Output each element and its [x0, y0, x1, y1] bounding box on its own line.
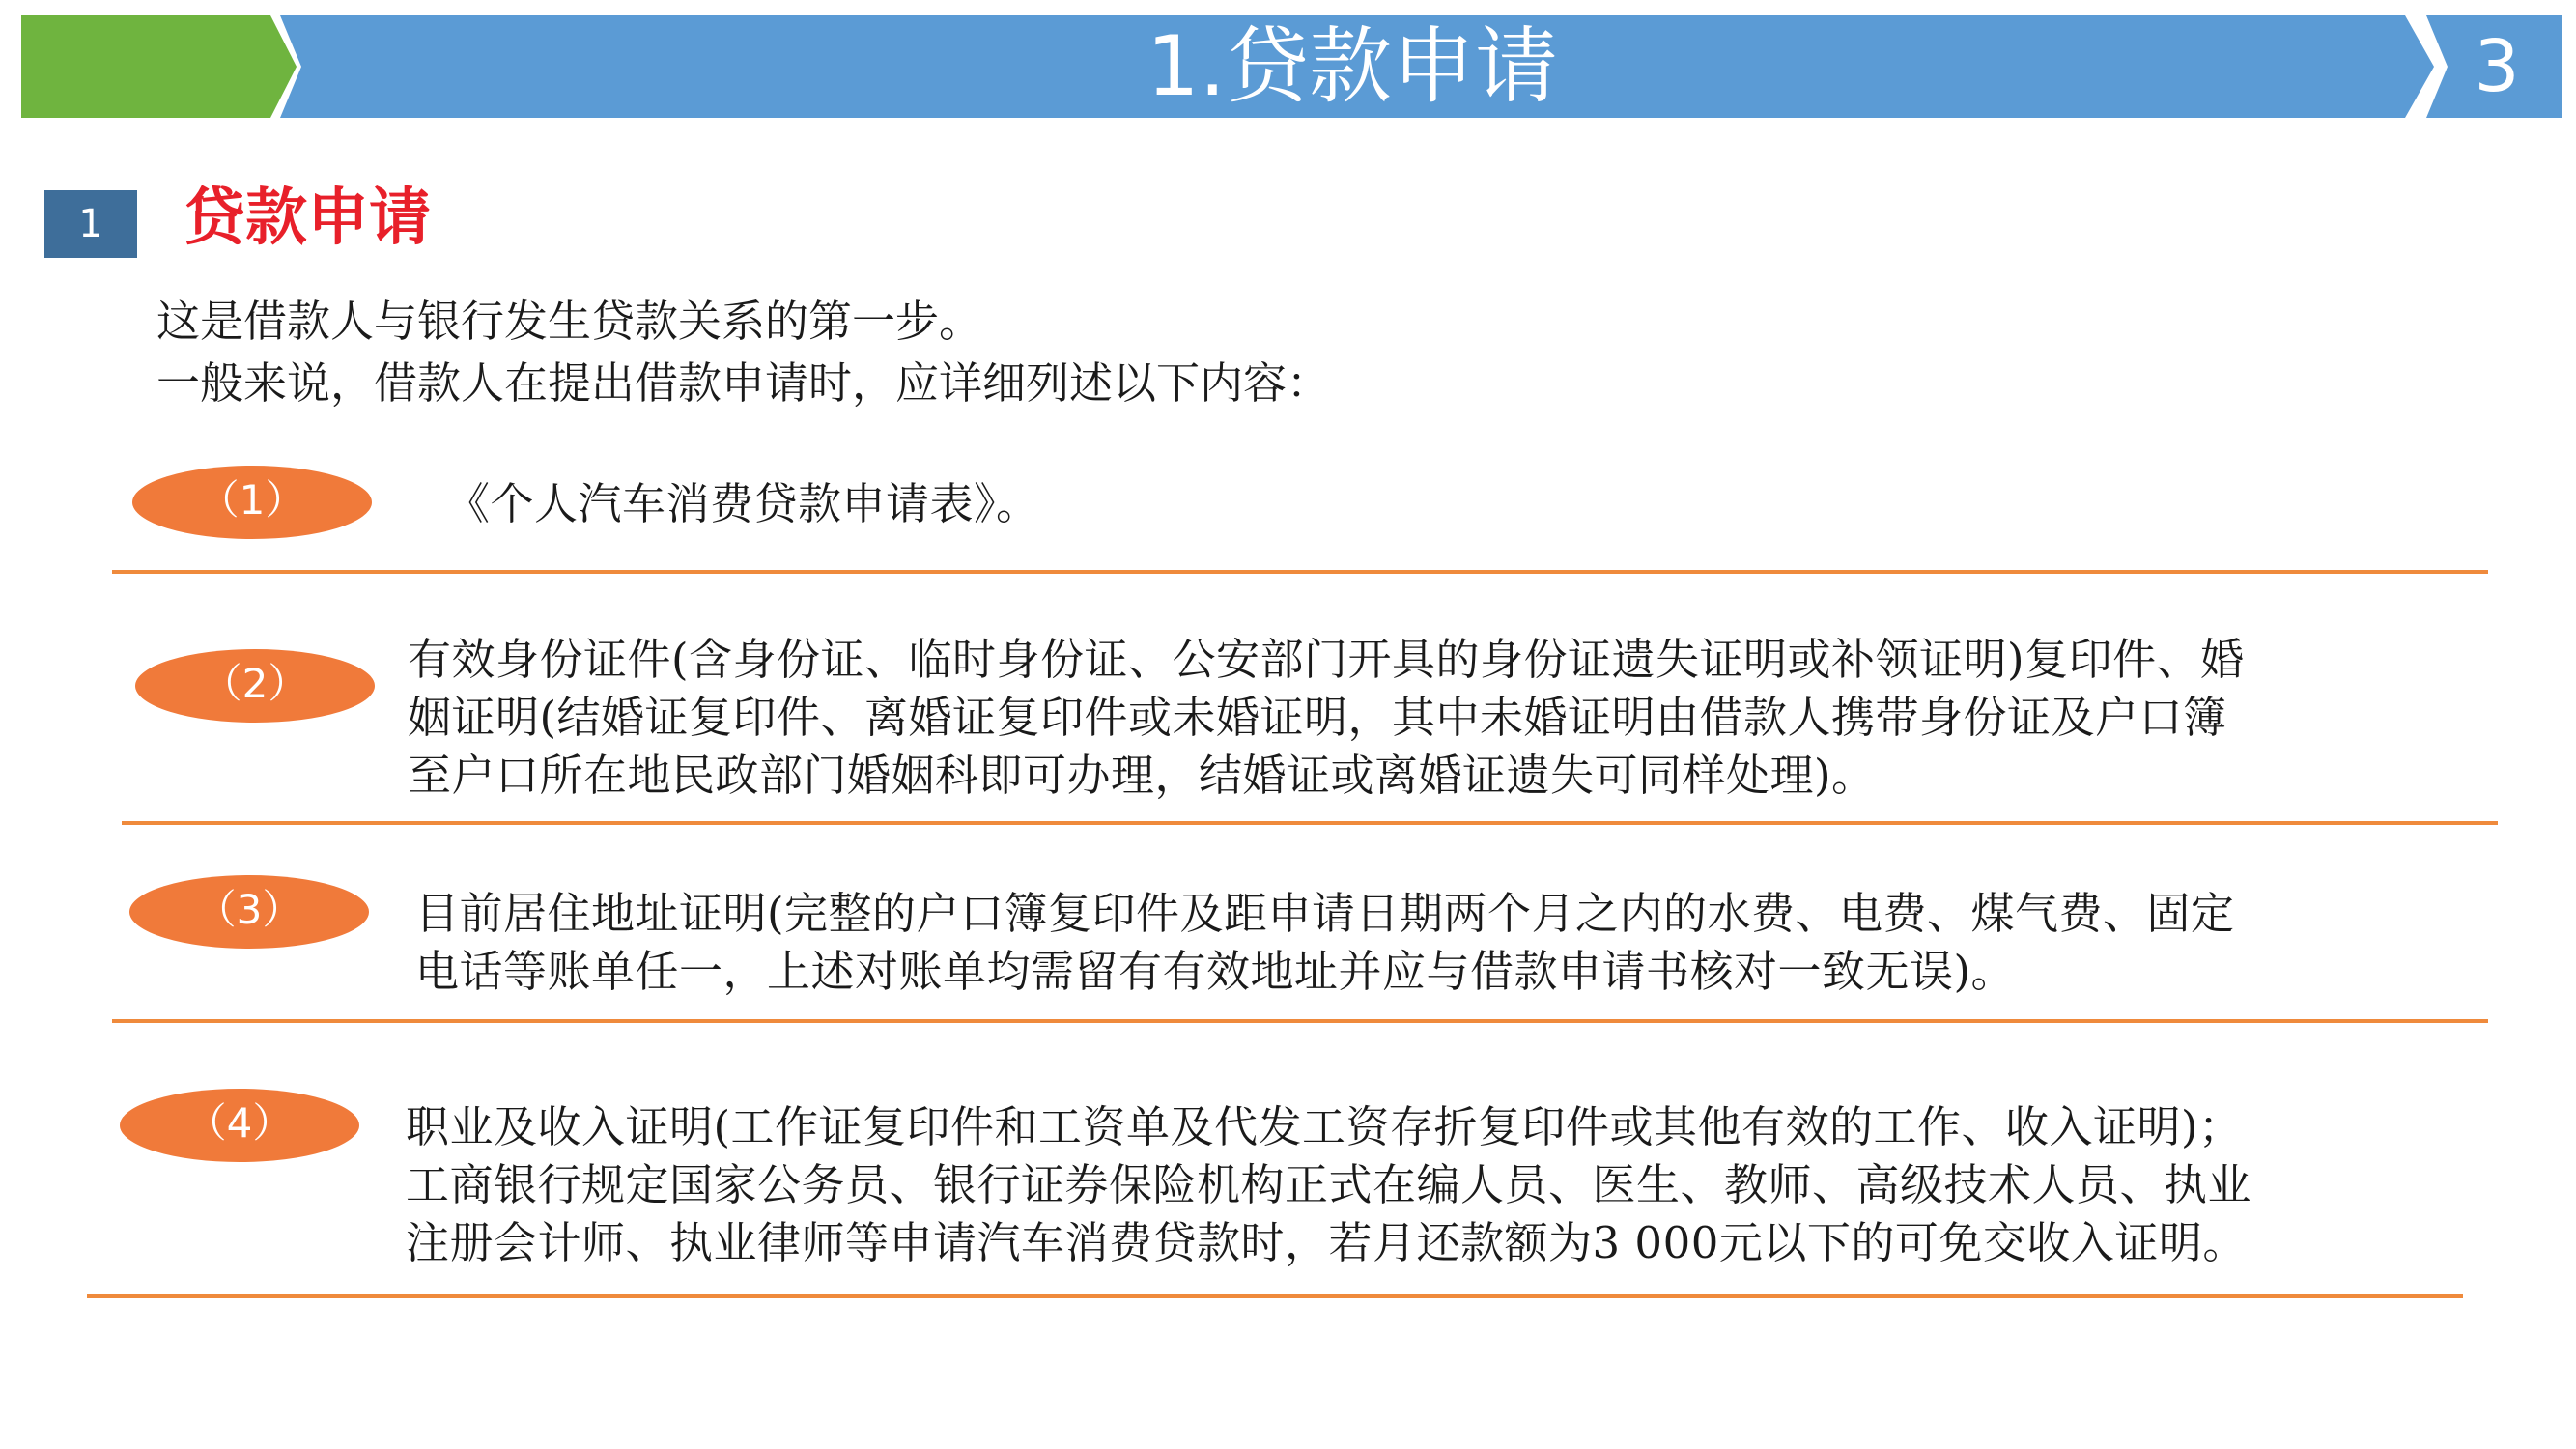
item-3-line-1: 目前居住地址证明(完整的户口簿复印件及距申请日期两个月之内的水费、电费、煤气费、固定: [415, 888, 2235, 939]
page-number: 3: [2474, 25, 2520, 108]
header-green-chevron: [21, 15, 297, 118]
item-4-line-1: 职业及收入证明(工作证复印件和工资单及代发工资存折复印件或其他有效的工作、收入证明)；: [406, 1101, 2243, 1152]
page-title: 1.贷款申请: [1146, 18, 1559, 115]
item-1-divider: [112, 570, 2488, 574]
item-1-line-1: 《个人汽车消费贷款申请表》。: [446, 478, 1040, 529]
item-2-line-1: 有效身份证件(含身份证、临时身份证、公安部门开具的身份证遗失证明或补领证明)复印件、婚: [408, 634, 2245, 685]
item-3-line-2: 电话等账单任一，上述对账单均需留有有效地址并应与借款申请书核对一致无误)。: [415, 946, 2016, 997]
item-1-label-pill: （1）: [132, 466, 372, 539]
item-4-line-3: 注册会计师、执业律师等申请汽车消费贷款时，若月还款额为3 000元以下的可免交收入证明。: [406, 1217, 2247, 1268]
item-4-line-2: 工商银行规定国家公务员、银行证券保险机构正式在编人员、医生、教师、高级技术人员、执业: [406, 1159, 2252, 1210]
intro-line-1: 这是借款人与银行发生贷款关系的第一步。: [156, 296, 983, 347]
item-4-divider: [87, 1294, 2463, 1298]
item-2-divider: [122, 821, 2498, 825]
item-2-text: [408, 631, 2513, 805]
item-2-label-pill: （2）: [135, 649, 375, 723]
item-3-text: [415, 885, 2521, 1001]
item-2-line-3: 至户口所在地民政部门婚姻科即可办理，结婚证或离婚证遗失可同样处理)。: [408, 750, 1876, 801]
item-2-line-2: 姻证明(结婚证复印件、离婚证复印件或未婚证明，其中未婚证明由借款人携带身份证及户口簿: [408, 692, 2227, 743]
section-number-badge: 1: [44, 190, 137, 258]
item-3-label-pill: （3）: [129, 875, 369, 949]
item-1-text: [446, 475, 2475, 533]
item-3-divider: [112, 1019, 2488, 1023]
item-4-label-pill: （4）: [120, 1089, 359, 1162]
item-4-text: [406, 1098, 2531, 1272]
section-title: 贷款申请: [184, 183, 431, 254]
intro-line-2: 一般来说，借款人在提出借款申请时，应详细列述以下内容：: [156, 357, 1331, 409]
